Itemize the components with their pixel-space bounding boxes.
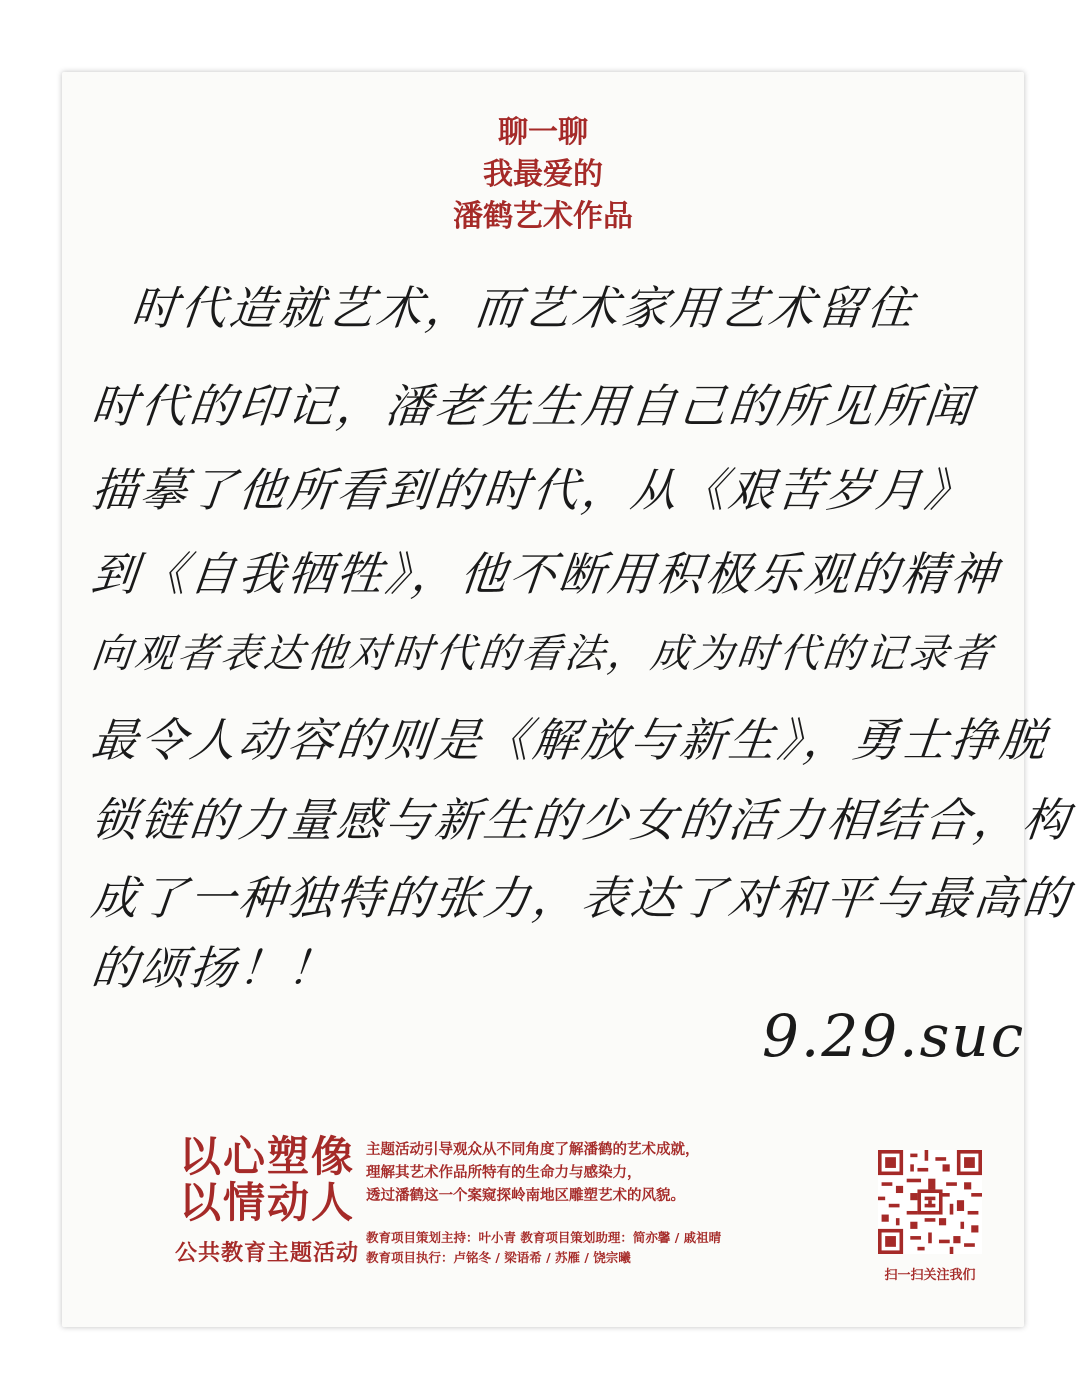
credits-line: 教育项目策划主持：叶小青 教育项目策划助理：简亦馨 / 戚祖晴 <box>366 1230 722 1245</box>
description-line: 理解其艺术作品所特有的生命力与感染力， <box>366 1164 642 1181</box>
description-line: 透过潘鹤这一个案窥探岭南地区雕塑艺术的风貌。 <box>366 1187 685 1204</box>
handwriting-line: 描摹了他所看到的时代，从《艰苦岁月》 <box>88 463 977 517</box>
credits-line: 教育项目执行：卢铭冬 / 梁语希 / 苏雁 / 饶宗曦 <box>366 1250 631 1265</box>
qr-caption: 扫一扫关注我们 <box>884 1268 976 1283</box>
handwriting-line: 最令人动容的则是《解放与新生》，勇士挣脱 <box>88 713 1052 767</box>
handwriting-line: 时代造就艺术，而艺术家用艺术留住 <box>128 281 919 335</box>
header-line-3: 潘鹤艺术作品 <box>453 199 633 234</box>
activity-description <box>366 1138 886 1207</box>
slogan-subtitle: 公共教育主题活动 <box>174 1241 359 1266</box>
handwriting-line: 向观者表达他对时代的看法，成为时代的记录者 <box>89 631 998 677</box>
handwriting-line: 成了一种独特的张力，表达了对和平与最高的 <box>88 871 1075 925</box>
header-line-1: 聊一聊 <box>498 115 588 150</box>
card-header <box>62 112 1024 238</box>
description-line: 主题活动引导观众从不同角度了解潘鹤的艺术成就， <box>366 1141 700 1158</box>
handwriting-line: 时代的印记，潘老先生用自己的所见所闻 <box>88 379 977 433</box>
postcard <box>62 72 1075 1327</box>
handwriting-line: 锁链的力量感与新生的少女的活力相结合，构 <box>88 793 1075 847</box>
signature-date: 9.29.suc <box>762 1002 1026 1070</box>
qr-code[interactable] <box>878 1150 982 1254</box>
slogan-line-1: 以心塑像 <box>178 1132 355 1181</box>
header-line-2: 我最爱的 <box>483 157 603 192</box>
handwriting-line: 的颂扬！！ <box>88 941 340 995</box>
slogan-line-2: 以情动人 <box>178 1178 355 1227</box>
handwriting-line: 到《自我牺牲》，他不断用积极乐观的精神 <box>88 547 1003 601</box>
credits-block <box>366 1228 886 1268</box>
